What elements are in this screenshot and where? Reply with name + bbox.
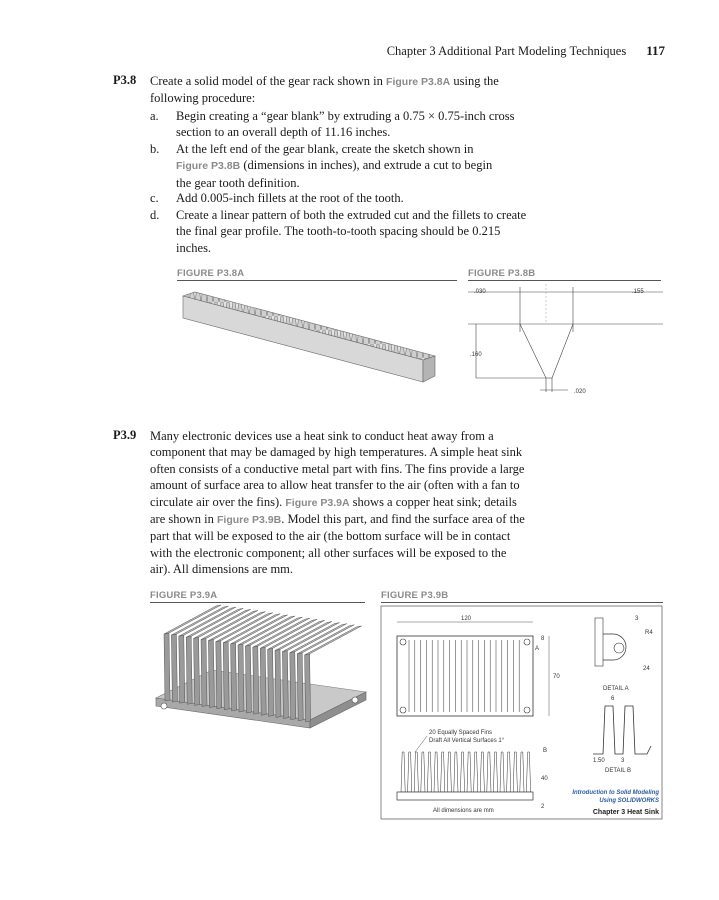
- fin-face: [231, 643, 237, 711]
- p38-step-d: d. Create a linear pattern of both the extruded cut and the fillets to create the final gear profile. The tooth-to-tooth spacing should be 0.215 inches.: [150, 208, 527, 255]
- fin-face: [201, 639, 207, 707]
- heat-sink-drawing: [381, 606, 663, 820]
- dim-150: 1.50: [593, 758, 605, 764]
- title-block-chapter: Chapter 3 Heat Sink: [592, 809, 659, 816]
- label-a: A: [535, 646, 540, 652]
- detail-b-label: DETAIL B: [605, 768, 632, 774]
- fin-face: [238, 644, 244, 712]
- dim-24: 24: [643, 666, 650, 672]
- figure-caption-p39b: FIGURE P3.9B: [381, 590, 449, 601]
- fin-face: [260, 647, 266, 715]
- fin-face: [282, 651, 288, 719]
- dim-120: 120: [461, 616, 472, 622]
- running-header: [0, 43, 665, 59]
- dim-3: 3: [635, 616, 639, 622]
- p38-step-a: a. Begin creating a “gear blank” by extruding a 0.75 × 0.75-inch cross section to an overall depth of 11.16 inches.: [150, 109, 515, 140]
- figure-ref-p39b[interactable]: Figure P3.9B: [217, 514, 282, 527]
- figure-ref-p39a[interactable]: Figure P3.9A: [285, 496, 350, 509]
- fin-face: [297, 653, 303, 721]
- fin-face: [305, 654, 311, 722]
- page-number: 117: [646, 43, 665, 58]
- dim-8: 8: [541, 636, 545, 642]
- fin-face: [268, 648, 274, 716]
- all-dimensions-note: All dimensions are mm: [433, 808, 494, 814]
- dim-r4: R4: [645, 630, 653, 636]
- fin-face: [208, 640, 214, 708]
- fin-face: [164, 633, 170, 701]
- note-draft: Draft All Vertical Surfaces 1°: [429, 738, 505, 744]
- p38-step-c: c. Add 0.005-inch fillets at the root of the tooth.: [150, 191, 404, 205]
- figure-caption-p39a: FIGURE P3.9A: [150, 590, 218, 601]
- p38-intro: Create a solid model of the gear rack shown in Figure P3.8A using the following procedure:: [150, 74, 499, 106]
- fin-face: [223, 642, 229, 710]
- fin-face: [275, 650, 281, 718]
- dim-6: 6: [611, 696, 615, 702]
- p39-body: Many electronic devices use a heat sink to conduct heat away from a component that may be damaged by high temperatures. A simple heat sink often consists of a conductive metal part with fins. The fins provide a large amount of surface area to allow heat transfer to the air (often with a fan to circulate air over the fins). Figure P3.9A shows a copper heat sink; details are shown in Figure P3.9B. Model this part, and find the surface area of the part that will be exposed to the air (the bottom surface will be in contact with the electronic component; all other surfaces will be exposed to the air). All dimensions are mm.: [150, 429, 525, 577]
- caption-rule: [177, 280, 457, 281]
- dim-155: .155: [632, 289, 644, 295]
- dim-030: .030: [474, 289, 486, 295]
- caption-rule: [468, 280, 661, 281]
- tooth-sketch-diagram: [468, 284, 663, 399]
- dim-160: .160: [470, 352, 482, 358]
- detail-a-label: DETAIL A: [603, 686, 629, 692]
- fin-face: [253, 646, 259, 714]
- fin-face: [194, 637, 200, 705]
- fin-face: [216, 641, 222, 709]
- figure-caption-p38a: FIGURE P3.8A: [177, 268, 245, 279]
- fin-face: [245, 645, 251, 713]
- dim-40: 40: [541, 776, 548, 782]
- problem-number-p39: P3.9: [113, 428, 137, 442]
- title-block-book: Introduction to Solid Modeling: [572, 790, 659, 796]
- fin-face: [290, 652, 296, 720]
- dim-3b: 3: [621, 758, 625, 764]
- gear-rack-image: [177, 288, 442, 388]
- problem-number-p38: P3.8: [113, 73, 137, 87]
- figure-ref-p38a[interactable]: Figure P3.8A: [386, 76, 451, 88]
- dim-70: 70: [553, 674, 560, 680]
- caption-rule: [150, 602, 365, 603]
- dim-2: 2: [541, 804, 545, 810]
- note-fins: 20 Equally Spaced Fins: [429, 730, 493, 736]
- p38-step-b: b. At the left end of the gear blank, create the sketch shown in Figure P3.8B (dimensions in inches), and extrude a cut to begin the gear tooth definition.: [150, 142, 493, 190]
- running-title: Chapter 3 Additional Part Modeling Techniques: [386, 44, 627, 58]
- caption-rule: [381, 602, 663, 603]
- dim-020: .020: [574, 389, 586, 395]
- figure-caption-p38b: FIGURE P3.8B: [468, 268, 536, 279]
- fin-face: [186, 636, 192, 704]
- label-b: B: [543, 748, 548, 754]
- title-block-software: Using SOLIDWORKS: [599, 798, 659, 804]
- heat-sink-image: [150, 610, 370, 735]
- figure-ref-p38b[interactable]: Figure P3.8B: [176, 160, 241, 173]
- fin-face: [171, 634, 177, 702]
- fin-face: [179, 635, 185, 703]
